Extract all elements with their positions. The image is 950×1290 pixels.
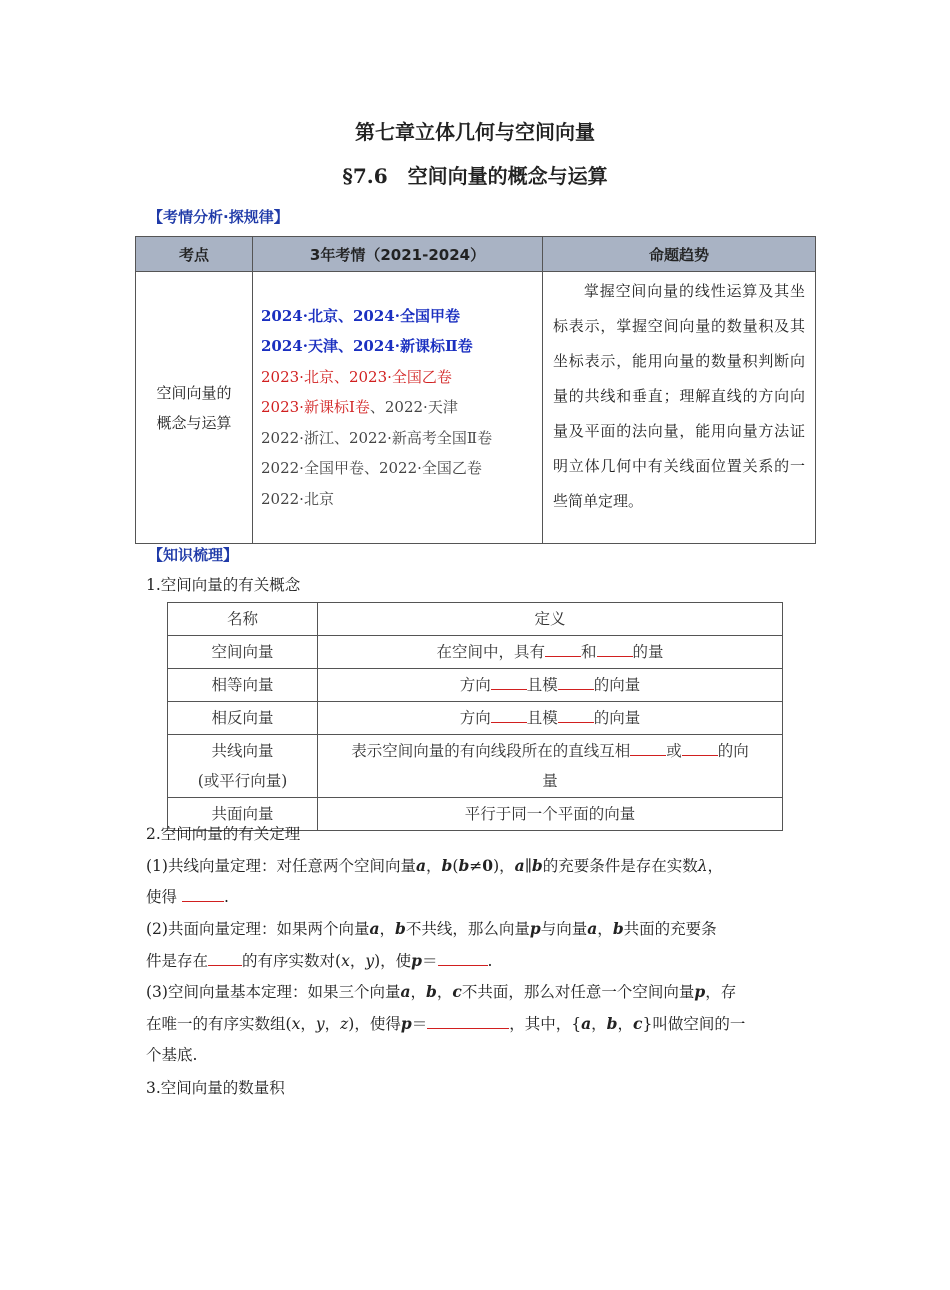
table-row (168, 669, 783, 702)
theorem-text: ＝ (422, 952, 438, 970)
collinear-theorem: (1)共线向量定理：对任意两个空间向量a，b(b≠0)，a∥b的充要条件是存在实数λ， 使得 . (146, 856, 724, 906)
exam-line: 2023·北京、2023·全国乙卷 (261, 367, 452, 386)
theorem-text: }叫做空间的一 (642, 1015, 746, 1033)
trend-text: 掌握空间向量的线性运算及其坐标表示，掌握空间向量的数量积及其坐标表示，能用向量的数量积判断向量的共线和垂直；理解直线的方向向量及平面的法向量，能用向量方法证明立体几何中有关线面位置关系的一些简单定理。 (553, 282, 805, 510)
trend-cell (543, 272, 816, 544)
theorem-text: ， (707, 857, 724, 875)
fill-blank[interactable] (427, 1012, 509, 1029)
concept-header-row (168, 603, 783, 636)
topic-line: 概念与运算 (156, 413, 232, 432)
heading-dot-product: 3.空间向量的数量积 (146, 1079, 285, 1097)
exam-item: 、2022·天津 (369, 398, 458, 417)
knowledge-tag: 【知识梳理】 (148, 546, 239, 564)
heading-theorems: 2.空间向量的有关定理 (146, 825, 301, 843)
definition-text: 方向 (459, 709, 491, 727)
analysis-tag: 【考情分析·探规律】 (148, 208, 289, 226)
definition-text: 的向 (717, 742, 749, 760)
definition-text: 的量 (632, 643, 664, 661)
fill-blank[interactable] (545, 640, 581, 657)
concept-table (167, 602, 783, 831)
theorem-text: 个基底. (146, 1046, 198, 1064)
theorem-text: 共面的充要条 (623, 920, 717, 938)
exam-line: 2022·北京 (261, 489, 334, 508)
theorem-text: (2)共面向量定理：如果两个向量 (146, 920, 370, 938)
definition-text: 方向 (459, 676, 491, 694)
fill-blank[interactable] (558, 706, 594, 723)
column-header: 名称 (168, 603, 318, 636)
analysis-header-row (136, 237, 816, 272)
term-text: (或平行向量) (197, 772, 288, 790)
exam-list-cell (253, 272, 543, 544)
table-row (168, 636, 783, 669)
fill-blank[interactable] (208, 949, 242, 966)
coplanar-theorem: (2)共面向量定理：如果两个向量a，b不共线，那么向量p与向量a，b共面的充要条 件是存在 的有序实数对(x，y)，使p＝ . (146, 919, 717, 970)
exam-line: 2024·北京、2024·全国甲卷 (261, 306, 460, 325)
theorem-text: (1)共线向量定理：对任意两个空间向量 (146, 857, 416, 875)
exam-line: 2024·天津、2024·新课标Ⅱ卷 (261, 337, 473, 356)
term-cell: 共面向量 (168, 798, 318, 831)
column-header: 考点 (136, 237, 253, 272)
exam-line: 2022·全国甲卷、2022·全国乙卷 (261, 459, 482, 478)
topic-cell (136, 272, 253, 544)
term-cell: 相等向量 (168, 669, 318, 702)
theorem-text: ∥ (524, 857, 532, 875)
theorem-text: 不共面，那么对任意一个空间向量 (461, 983, 695, 1001)
analysis-table (135, 236, 816, 544)
chapter-title: 第七章立体几何与空间向量 (355, 120, 595, 144)
definition-text: 和 (580, 643, 597, 661)
heading-concepts: 1.空间向量的有关概念 (146, 576, 301, 594)
definition-cell (318, 669, 783, 702)
definition-cell: 平行于同一个平面的向量 (318, 798, 783, 831)
topic-line: 空间向量的 (156, 383, 232, 402)
term-cell: 相反向量 (168, 702, 318, 735)
theorem-text: )，使 (374, 952, 412, 970)
analysis-row (136, 272, 816, 544)
theorem-text: 与向量 (540, 920, 588, 938)
theorem-text: 不共线，那么向量 (405, 920, 530, 938)
term-text: 共线向量 (211, 742, 274, 760)
theorem-text: )，使得 (348, 1015, 401, 1033)
theorem-text: 在唯一的有序实数组( (146, 1015, 292, 1033)
theorem-text: ( (452, 857, 459, 875)
fill-blank[interactable] (491, 673, 527, 690)
theorem-text: 的有序实数对( (242, 952, 342, 970)
definition-text: 量 (542, 772, 558, 790)
theorem-text: (3)空间向量基本定理：如果三个向量 (146, 983, 401, 1001)
theorem-text: ， (426, 857, 442, 875)
fill-blank[interactable] (682, 739, 718, 756)
section-title: §7.6 空间向量的概念与运算 (342, 164, 608, 188)
definition-text: 且模 (526, 709, 558, 727)
theorem-text: 件是存在 (146, 952, 209, 970)
fill-blank[interactable] (597, 640, 633, 657)
table-row (168, 735, 783, 798)
fill-blank[interactable] (438, 949, 488, 966)
theorem-text: )， (493, 857, 515, 875)
fill-blank[interactable] (491, 706, 527, 723)
definition-text: 且模 (526, 676, 558, 694)
column-header: 命题趋势 (543, 237, 816, 272)
theorem-text: . (487, 952, 493, 970)
basis-theorem: (3)空间向量基本定理：如果三个向量a，b，c不共面，那么对任意一个空间向量p，存 在唯一的有序实数组(x，y，z)，使得p＝ ，其中，{a，b，c}叫做空间的一 个基底. (146, 976, 816, 1071)
column-header: 3年考情（2021-2024） (253, 237, 543, 272)
theorem-text: 的充要条件是存在实数 (542, 857, 698, 875)
theorem-text: 使得 (146, 888, 178, 906)
term-cell: 空间向量 (168, 636, 318, 669)
definition-cell (318, 636, 783, 669)
fill-blank[interactable] (558, 673, 594, 690)
term-cell (168, 735, 318, 798)
fill-blank[interactable] (182, 885, 224, 902)
definition-text: 表示空间向量的有向线段所在的直线互相 (351, 742, 631, 760)
theorem-text: ，存 (705, 983, 737, 1001)
definition-cell (318, 702, 783, 735)
theorem-text: ，其中，{ (509, 1015, 582, 1033)
fill-blank[interactable] (630, 739, 666, 756)
definition-text: 的向量 (593, 676, 641, 694)
exam-item: 2023·新课标Ⅰ卷 (261, 398, 370, 417)
theorem-text: . (223, 888, 229, 906)
exam-line: 2022·浙江、2022·新高考全国Ⅱ卷 (261, 428, 493, 447)
definition-text: 的向量 (593, 709, 641, 727)
definition-text: 或 (666, 742, 682, 760)
theorem-text: ＝ (411, 1015, 428, 1033)
column-header: 定义 (318, 603, 783, 636)
theorem-text: ≠ (469, 857, 483, 875)
definition-text: 在空间中，具有 (436, 643, 545, 661)
exam-line (261, 392, 541, 423)
table-row (168, 702, 783, 735)
definition-cell (318, 735, 783, 798)
